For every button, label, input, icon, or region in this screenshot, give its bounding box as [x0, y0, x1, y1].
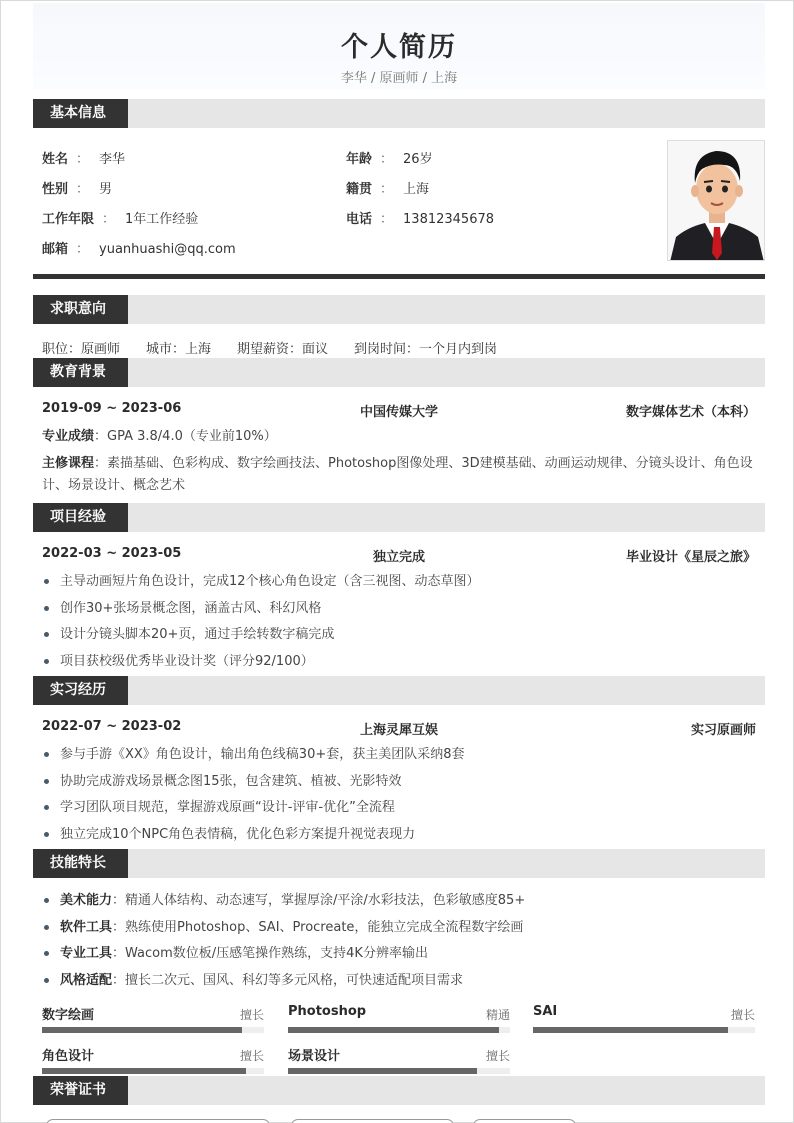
page-subtitle: 李华 / 原画师 / 上海 [340, 71, 458, 86]
skill-bar-fill [288, 1068, 477, 1074]
education-header [42, 401, 756, 419]
skill-bar-track [533, 1027, 755, 1033]
info-label: 性别 [42, 182, 69, 197]
list-item: 协助完成游戏场景概念图15张，包含建筑、植被、光影特效 [42, 773, 758, 800]
skill-bar-fill [533, 1027, 728, 1033]
section-title: 求职意向 [33, 295, 128, 324]
section-title: 基本信息 [33, 99, 128, 128]
intent-start: 到岗时间：一个月内到岗 [354, 342, 498, 357]
list-item: 创作30+张场景概念图，涵盖古风、科幻风格 [42, 600, 758, 627]
section-title: 荣誉证书 [33, 1076, 128, 1105]
skill-bar-name: 数字绘画 [42, 1008, 95, 1023]
project-bullets [42, 573, 758, 679]
skill-text: ：熟练使用Photoshop、SAI、Procreate，能独立完成全流程数字绘画 [112, 919, 524, 935]
skill-bar [288, 1045, 510, 1075]
skill-bar-track [288, 1068, 510, 1074]
internship-header [42, 719, 756, 737]
education-courses [42, 453, 758, 497]
skill-label: 专业工具 [60, 946, 113, 961]
skill-bar-level: 擅长 [239, 1049, 264, 1063]
info-value: 李华 [99, 152, 126, 167]
divider [33, 274, 765, 279]
list-item: 参与手游《XX》角色设计，输出角色线稿30+套，获主美团队采纳8套 [42, 746, 758, 773]
info-name: 姓名 ： 李华 [42, 152, 126, 167]
skill-bar-track [42, 1027, 264, 1033]
page-title: 个人简历 [341, 32, 457, 63]
section-honors [33, 1076, 765, 1105]
skill-bar-fill [42, 1027, 242, 1033]
skill-bar-fill [288, 1027, 499, 1033]
info-value: 1年工作经验 [125, 212, 199, 227]
skill-bar-name: SAI [533, 1004, 558, 1019]
internship-date: 2022-07 ~ 2023-02 [42, 719, 182, 734]
internship-bullets [42, 746, 758, 852]
list-item: 独立完成10个NPC角色表情稿，优化色彩方案提升视觉表现力 [42, 826, 758, 853]
info-email: 邮箱 ： yuanhuashi@qq.com [42, 242, 236, 257]
section-title: 教育背景 [33, 358, 128, 387]
skill-bar [42, 1045, 264, 1075]
project-name: 毕业设计《星辰之旅》 [625, 550, 756, 565]
info-label: 年龄 [346, 152, 373, 167]
section-projects [33, 503, 765, 532]
info-hometown: 籍贯 ： 上海 [346, 182, 430, 197]
list-item [42, 919, 758, 946]
intent-position: 职位：原画师 [42, 342, 121, 357]
skill-bar [533, 1004, 755, 1034]
skill-bar [42, 1004, 264, 1034]
project-role: 独立完成 [372, 550, 425, 565]
skill-bar-track [288, 1027, 510, 1033]
info-years: 工作年限 ： 1年工作经验 [42, 212, 199, 227]
avatar-portrait-icon [668, 141, 765, 261]
info-value: 上海 [403, 182, 430, 197]
courses-label: 主修课程 [42, 456, 95, 471]
skill-bar-level: 擅长 [239, 1008, 264, 1022]
skill-bar-fill [42, 1068, 246, 1074]
info-value: 26岁 [403, 152, 433, 167]
skill-text: ：精通人体结构、动态速写，掌握厚涂/平涂/水彩技法，色彩敏感度85+ [112, 893, 526, 908]
skill-text: ：Wacom数位板/压感笔操作熟练，支持4K分辨率输出 [112, 946, 428, 961]
skills-bullets [42, 892, 758, 998]
resume-header [33, 3, 765, 89]
list-item [42, 972, 758, 999]
education-major: 数字媒体艺术（本科） [625, 405, 756, 420]
job-intent-row [42, 338, 523, 357]
intent-city: 城市：上海 [146, 342, 212, 357]
info-value: 13812345678 [403, 212, 495, 227]
info-phone: 电话 ： 13812345678 [346, 212, 495, 227]
certificate-badge [46, 1119, 270, 1123]
skill-label: 风格适配 [60, 972, 113, 988]
section-title: 项目经验 [33, 503, 128, 532]
list-item: 学习团队项目规范，掌握游戏原画“设计-评审-优化”全流程 [42, 799, 758, 826]
skill-label: 美术能力 [60, 893, 113, 908]
skill-bar-name: 角色设计 [42, 1049, 95, 1064]
section-internship [33, 676, 765, 705]
internship-company: 上海灵犀互娱 [359, 723, 438, 738]
score-label: 专业成绩 [42, 429, 95, 444]
section-title: 技能特长 [33, 849, 128, 878]
certificate-badge [473, 1119, 576, 1123]
list-item [42, 945, 758, 972]
skill-text: ：擅长二次元、国风、科幻等多元风格，可快速适配项目需求 [112, 972, 464, 988]
info-label: 籍贯 [346, 182, 373, 197]
education-date: 2019-09 ~ 2023-06 [42, 401, 182, 416]
info-age: 年龄 ： 26岁 [346, 152, 433, 167]
section-skills [33, 849, 765, 878]
info-label: 电话 [346, 212, 373, 227]
project-header [42, 546, 756, 564]
certificate-badge [291, 1119, 454, 1123]
skill-bar [288, 1004, 510, 1034]
list-item: 项目获校级优秀毕业设计奖（评分92/100） [42, 653, 758, 680]
education-school: 中国传媒大学 [359, 405, 438, 420]
skill-bar-name: 场景设计 [288, 1049, 341, 1064]
skill-bar-level: 擅长 [485, 1049, 510, 1063]
info-value: 男 [99, 182, 113, 197]
list-item: 主导动画短片角色设计，完成12个核心角色设定（含三视图、动态草图） [42, 573, 758, 600]
skill-bar-track [42, 1068, 264, 1074]
education-score [42, 426, 758, 448]
skill-bar-name: Photoshop [288, 1004, 367, 1019]
section-title: 实习经历 [33, 676, 128, 705]
project-date: 2022-03 ~ 2023-05 [42, 546, 182, 561]
section-education [33, 358, 765, 387]
list-item: 设计分镜头脚本20+页，通过手绘转数字稿完成 [42, 626, 758, 653]
internship-title: 实习原画师 [690, 723, 756, 738]
skill-bar-level: 精通 [485, 1008, 510, 1022]
section-job-intent [33, 295, 765, 324]
skill-label: 软件工具 [60, 919, 113, 935]
info-label: 邮箱 [42, 242, 69, 257]
skill-bar-level: 擅长 [730, 1008, 755, 1022]
list-item [42, 892, 758, 919]
section-basic-info [33, 99, 765, 128]
info-value: yuanhuashi@qq.com [99, 242, 236, 257]
info-label: 姓名 [42, 152, 69, 167]
score-value: ：GPA 3.8/4.0（专业前10%） [94, 429, 277, 444]
courses-value: ：素描基础、色彩构成、数字绘画技法、Photoshop图像处理、3D建模基础、动画运动规律、分镜头设计、角色设计、场景设计、概念艺术 [42, 456, 753, 493]
intent-salary: 期望薪资：面议 [237, 342, 329, 357]
avatar [667, 140, 765, 261]
info-gender: 性别 ： 男 [42, 182, 113, 197]
info-label: 工作年限 [42, 212, 95, 227]
